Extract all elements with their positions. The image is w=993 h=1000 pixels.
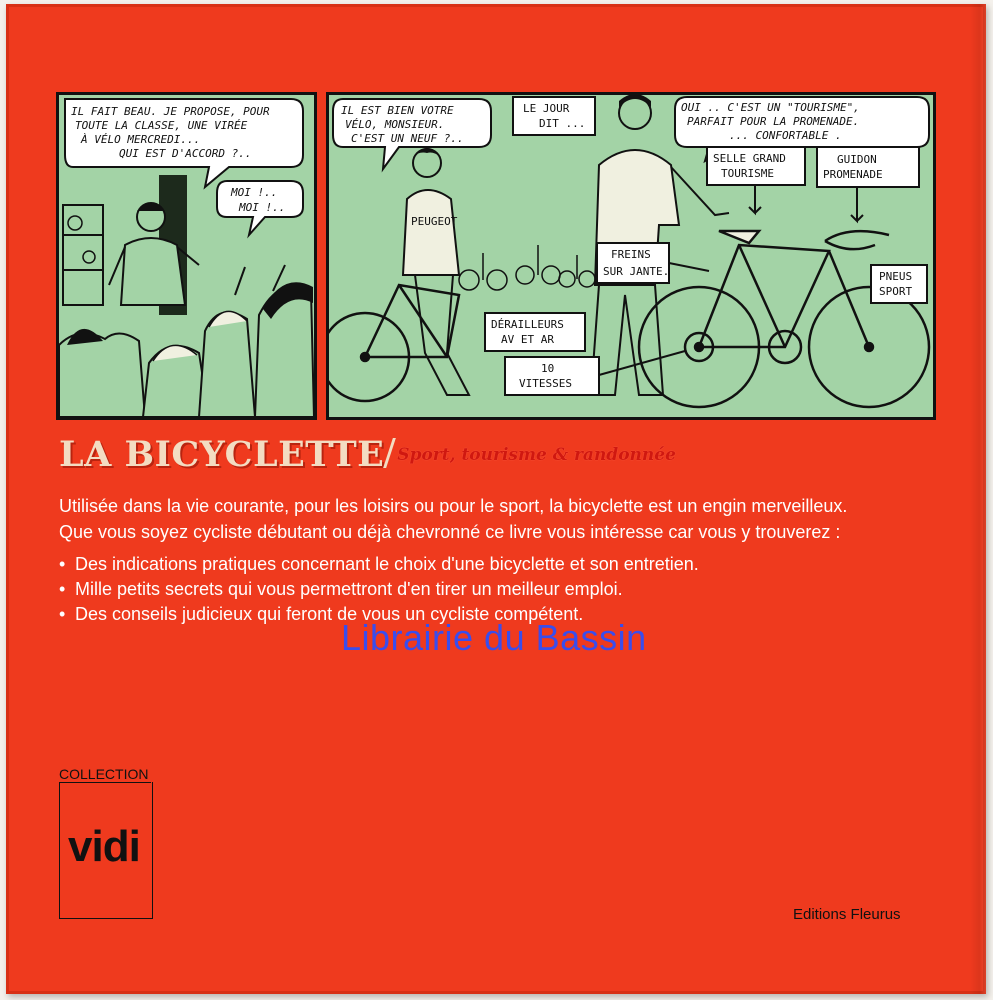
label-freins-line-2: SUR JANTE. xyxy=(603,265,670,278)
bullet-item: • Des conseils judicieux qui feront de vous un cycliste compétent. xyxy=(59,602,949,626)
background-cyclists xyxy=(459,245,595,290)
pupil-4 xyxy=(255,286,314,417)
bullet-item: • Des indications pratiques concernant le choix d'une bicyclette et son entretien. xyxy=(59,552,949,576)
teacher-body xyxy=(121,238,185,305)
bubble-line-2: TOUTE LA CLASSE, UNE VIRÉE xyxy=(75,119,248,132)
label-derailleurs-line-1: DÉRAILLEURS xyxy=(491,318,564,331)
comic-panel-bicycle xyxy=(326,92,936,420)
man-line-1: OUI .. C'EST UN "TOURISME", xyxy=(681,101,860,114)
bubble-line-3: À VÉLO MERCREDI... xyxy=(81,133,201,146)
blurb xyxy=(59,494,949,627)
book-title: LA BICYCLETTE xyxy=(59,434,385,475)
cover-edge xyxy=(970,4,986,994)
label-vitesses-line-1: 10 xyxy=(541,362,555,375)
bubble-line-1: IL FAIT BEAU. JE PROPOSE, POUR xyxy=(71,105,270,118)
bubble-line-4: QUI EST D'ACCORD ?.. xyxy=(119,147,252,160)
blurb-paragraph-2: Que vous soyez cycliste débutant ou déjà chevronné ce livre vous intéresse car vous y trouverez : xyxy=(59,522,841,542)
reply-line-2: MOI !.. xyxy=(239,201,286,214)
caption-line-1: LE JOUR xyxy=(523,102,570,115)
bullet-item: • Mille petits secrets qui vous permettront d'en tirer un meilleur emploi. xyxy=(59,577,949,601)
label-derailleurs-line-2: AV ET AR xyxy=(501,333,554,346)
title-row xyxy=(59,434,676,475)
collection-label: COLLECTION xyxy=(59,766,149,782)
man-line-3: ... CONFORTABLE . xyxy=(729,129,842,142)
classroom-illustration xyxy=(59,95,314,417)
label-vitesses-line-2: VITESSES xyxy=(519,377,572,390)
touring-bike xyxy=(639,231,929,407)
vidi-logo: vidi xyxy=(68,822,140,871)
jersey-text: PEUGEOT xyxy=(411,215,458,228)
pupil-3 xyxy=(199,312,255,417)
book-back-cover xyxy=(6,4,986,994)
seller-watermark: Librairie du Bassin xyxy=(341,617,647,658)
boy-jersey xyxy=(403,190,459,275)
boy-line-2: VÉLO, MONSIEUR. xyxy=(345,118,445,131)
man-trousers xyxy=(591,285,663,395)
reply-line-1: MOI !.. xyxy=(231,186,278,199)
bicycle-illustration xyxy=(329,95,933,417)
blurb-paragraph-1: Utilisée dans la vie courante, pour les loisirs ou pour le sport, la bicyclette est un engin merveilleux. xyxy=(59,496,848,516)
title-separator xyxy=(383,438,396,468)
boy-line-1: IL EST BIEN VOTRE xyxy=(341,104,454,117)
boy-line-3: C'EST UN NEUF ?.. xyxy=(351,132,464,145)
label-guidon-line-1: GUIDON xyxy=(837,153,877,166)
label-selle-line-2: TOURISME xyxy=(721,167,774,180)
label-pneus-line-1: PNEUS xyxy=(879,270,913,283)
collection-logo-box xyxy=(59,782,153,919)
publisher-name: Editions Fleurus xyxy=(793,906,901,923)
comic-panel-classroom xyxy=(56,92,317,420)
label-guidon-line-2: PROMENADE xyxy=(823,168,883,181)
label-selle-line-1: SELLE GRAND xyxy=(713,152,786,165)
man-line-2: PARFAIT POUR LA PROMENADE. xyxy=(687,115,860,128)
book-subtitle: Sport, tourisme & randonnée xyxy=(397,445,676,465)
label-pneus-line-2: SPORT xyxy=(879,285,913,298)
blurb-bullet-list xyxy=(59,552,949,626)
pupil-1 xyxy=(59,333,145,417)
label-freins-line-1: FREINS xyxy=(611,248,651,261)
caption-line-2: DIT ... xyxy=(539,117,586,130)
